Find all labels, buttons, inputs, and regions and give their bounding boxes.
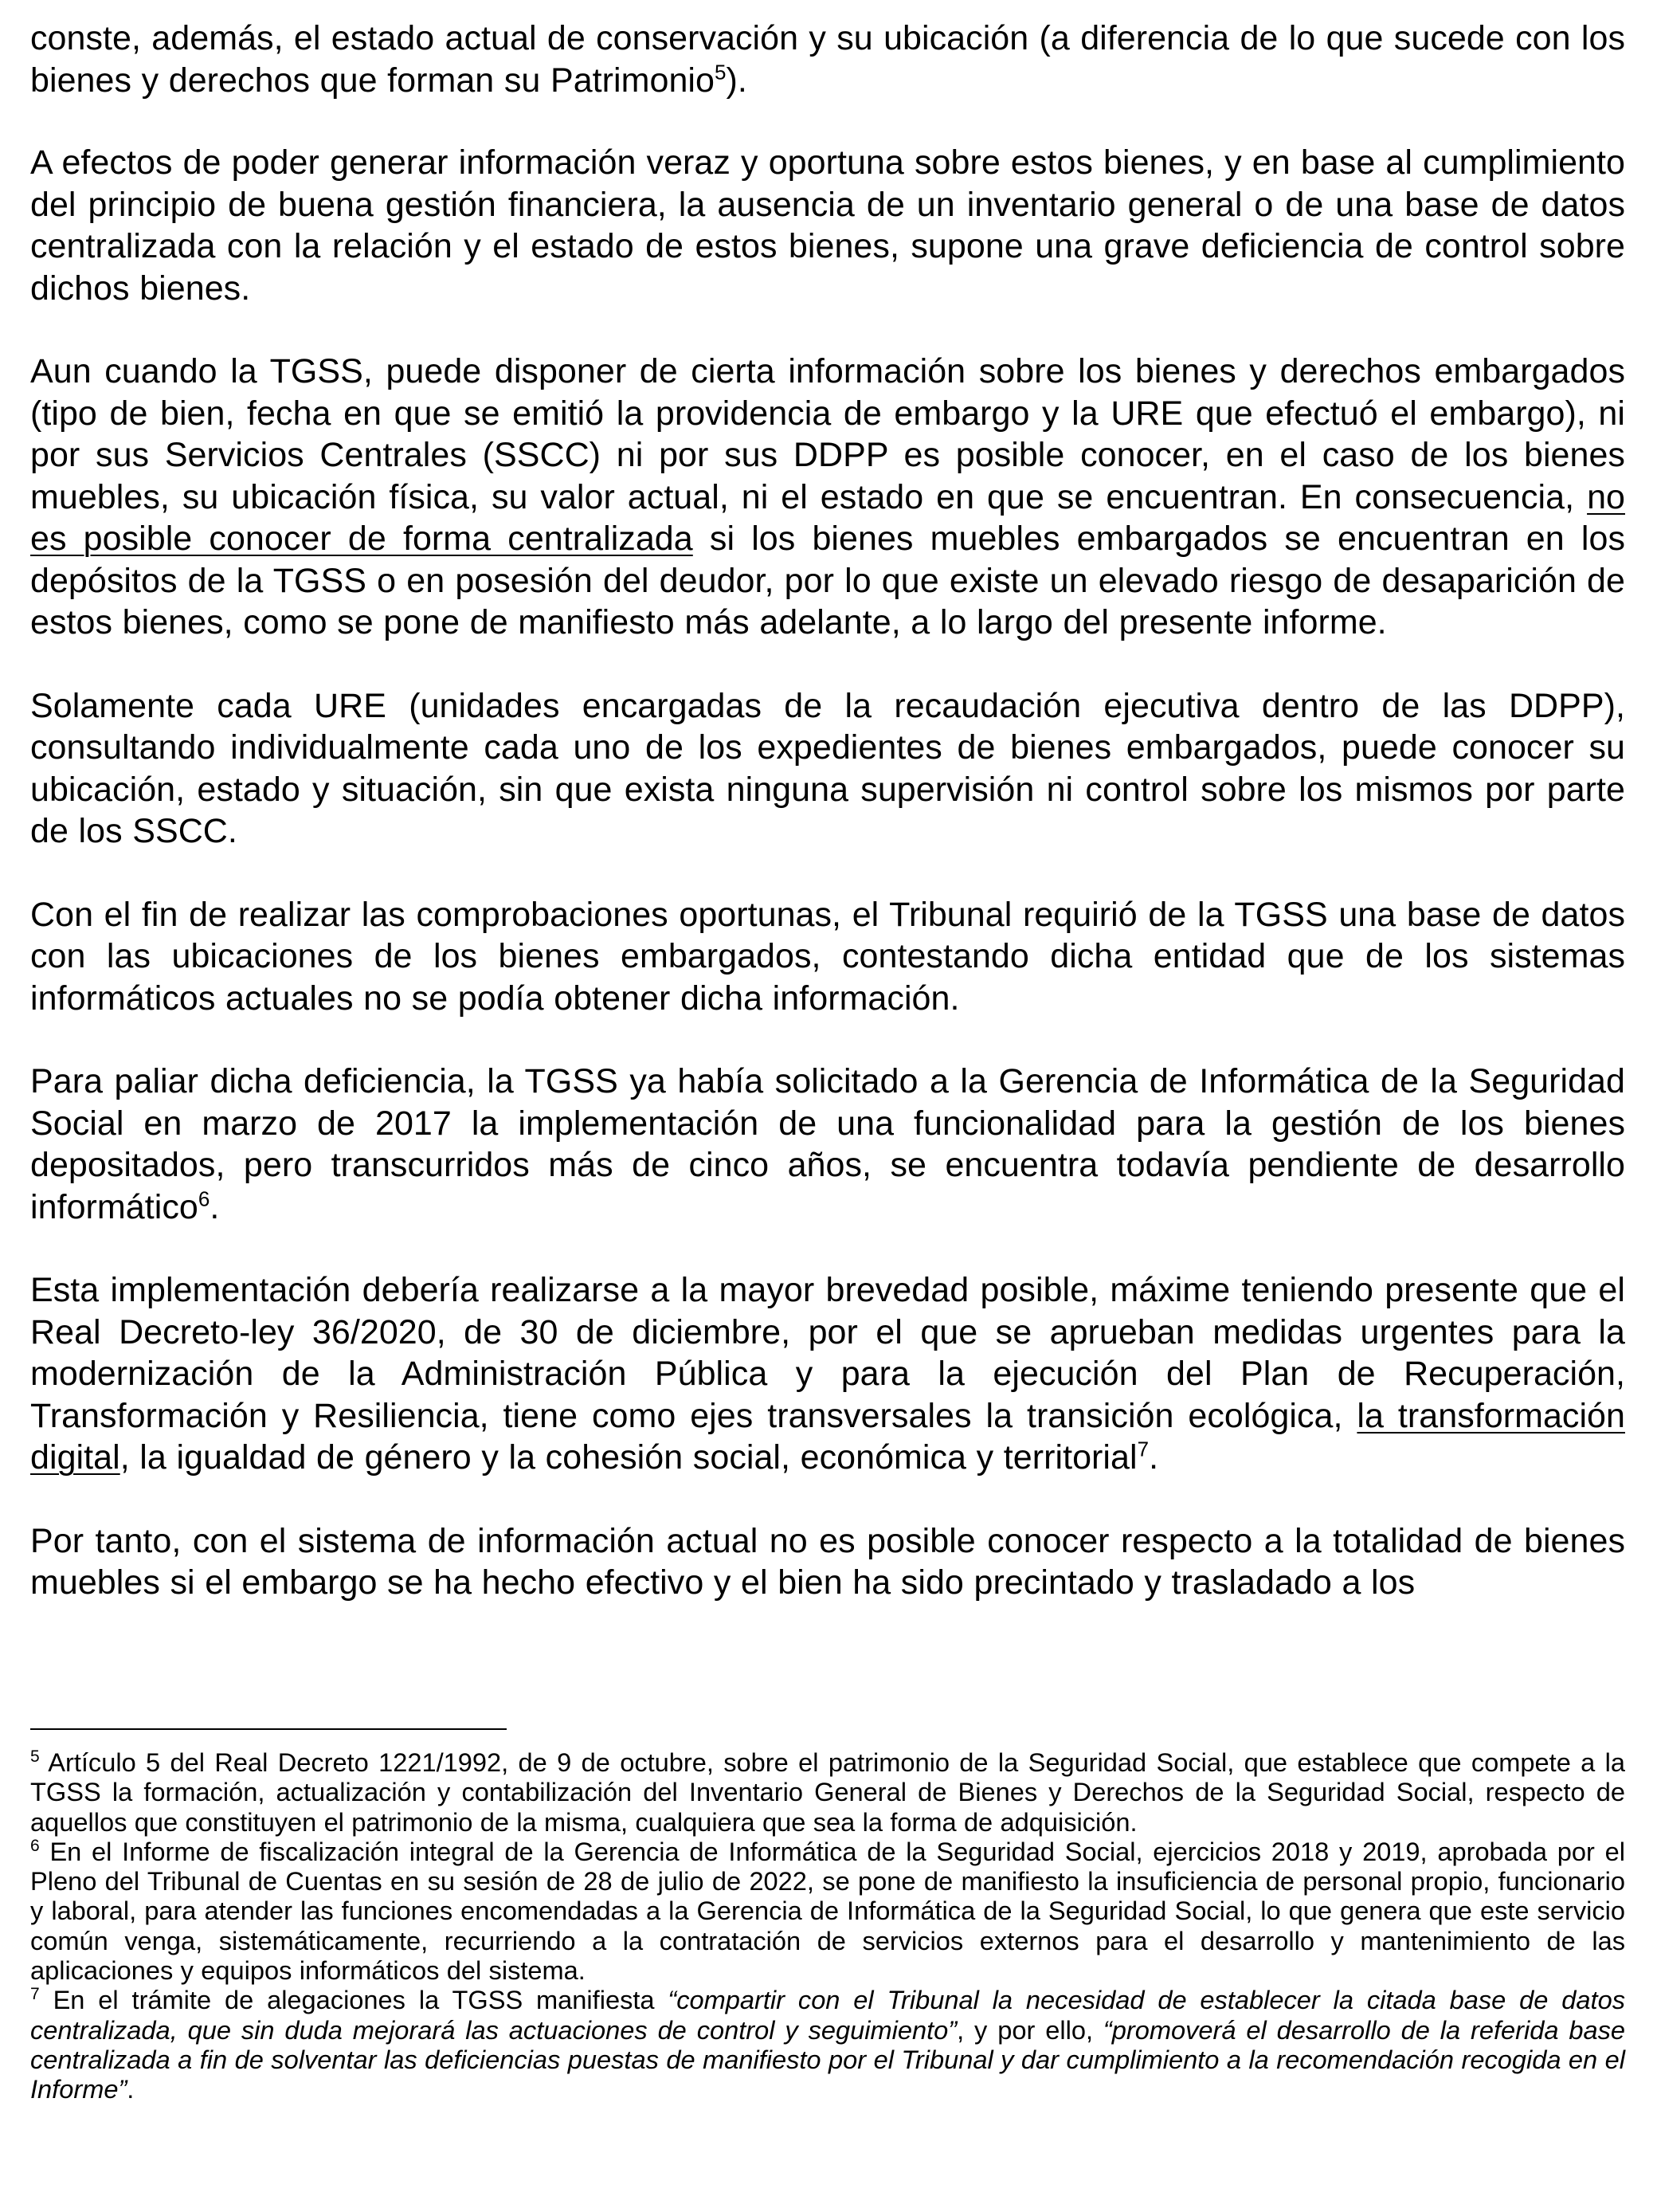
paragraph-8: Por tanto, con el sistema de información actual no es posible conocer respecto a la totalidad de bienes muebles si el embargo se ha hecho efectivo y el bien ha sido precintado y trasladado a los [30, 1521, 1625, 1602]
footnotes [30, 1747, 1625, 2104]
footnote-separator [30, 1728, 507, 1730]
paragraph-7 [30, 1269, 1625, 1479]
document-body [30, 18, 1625, 1604]
footnote-ref-5[interactable]: 5 [715, 60, 727, 84]
footnote-6-text: En el Informe de fiscalización integral de la Gerencia de Informática de la Seguridad Social, ejercicios 2018 y 2019, aprobada por el Pleno del Tribunal de Cuentas en su sesión de 28 de julio de 2022, se pone de manifiesto la insuficiencia de personal propio, funcionario y laboral, para atender las funciones encomendadas a la Gerencia de Informática de la Seguridad Social, lo que genera que este servicio común venga, sistemáticamente, recurriendo a la contratación de servicios externos para el desarrollo y mantenimiento de las aplicaciones y equipos informáticos del sistema. [30, 1836, 1625, 1986]
paragraph-6 [30, 1061, 1625, 1228]
footnote-5 [30, 1747, 1625, 1837]
paragraph-5: Con el fin de realizar las comprobaciones oportunas, el Tribunal requirió de la TGSS una base de datos con las ubicaciones de los bienes embargados, contestando dicha entidad que de los sistemas informáticos actuales no se podía obtener dicha información. [30, 895, 1625, 1018]
paragraph-3-before: Aun cuando la TGSS, puede disponer de cierta información sobre los bienes y derechos embargados (tipo de bien, fecha en que se emitió la providencia de embargo y la URE que efectuó el embargo), ni por sus Servicios Centrales (SSCC) ni por sus DDPP es posible conocer, en el caso de los bienes muebles, su ubicación física, su valor actual, ni el estado en que se encuentran. En consecuencia, [30, 352, 1625, 516]
paragraph-1-text: conste, además, el estado actual de conservación y su ubicación (a diferencia de lo que sucede con los bienes y derechos que forman su Patrimonio [30, 19, 1625, 100]
footnote-ref-7[interactable]: 7 [1137, 1437, 1150, 1461]
paragraph-6-tail: . [210, 1187, 220, 1226]
footnote-7-quote-2: “promoverá el desarrollo de la referida base centralizada a fin de solventar las deficiencias puestas de manifiesto por el Tribunal y dar cumplimiento a la recomendación recogida en el Informe” [30, 2014, 1625, 2104]
underlined-phrase-centralized: no es posible conocer de forma centralizada [30, 477, 1625, 558]
paragraph-3-after: si los bienes muebles embargados se encuentran en los depósitos de la TGSS o en posesión del deudor, por lo que existe un elevado riesgo de desaparición de estos bienes, como se pone de manifiesto más adelante, a lo largo del presente informe. [30, 520, 1625, 641]
footnote-ref-6[interactable]: 6 [198, 1186, 210, 1211]
paragraph-7-after: , la igualdad de género y la cohesión social, económica y territorial [119, 1438, 1138, 1477]
paragraph-4: Solamente cada URE (unidades encargadas de la recaudación ejecutiva dentro de las DDPP), consultando individualmente cada uno de los expedientes de bienes embargados, puede conocer su ubicación, estado y situación, sin que exista ninguna supervisión ni control sobre los mismos por parte de los SSCC. [30, 686, 1625, 850]
paragraph-3 [30, 351, 1625, 644]
paragraph-6-text: Para paliar dicha deficiencia, la TGSS ya había solicitado a la Gerencia de Informática de la Seguridad Social en marzo de 2017 la implementación de una funcionalidad para la gestión de los bienes depositados, pero transcurridos más de cinco años, se encuentra todavía pendiente de desarrollo informático [30, 1062, 1625, 1226]
footnote-7-quote-1: “compartir con el Tribunal la necesidad de establecer la citada base de datos centralizada, que sin duda mejorará las actuaciones de control y seguimiento” [30, 1985, 1625, 2045]
footnote-7-number: 7 [30, 1985, 40, 2004]
paragraph-7-tail: . [1149, 1438, 1159, 1477]
footnote-5-number: 5 [30, 1747, 40, 1767]
paragraph-1-tail: ). [726, 61, 747, 100]
footnote-7 [30, 1985, 1625, 2104]
footnote-7-lead: En el trámite de alegaciones la TGSS manifiesta [39, 1985, 668, 2015]
footnote-6-number: 6 [30, 1837, 40, 1856]
footnote-7-middle: , y por ello, [957, 2014, 1103, 2045]
paragraph-7-before: Esta implementación debería realizarse a la mayor brevedad posible, máxime teniendo presente que el Real Decreto-ley 36/2020, de 30 de diciembre, por el que se aprueban medidas urgentes para la modernización de la Administración Pública y para la ejecución del Plan de Recuperación, Transformación y Resiliencia, tiene como ejes transversales la transición ecológica, [30, 1271, 1625, 1435]
paragraph-1 [30, 18, 1625, 101]
paragraph-2: A efectos de poder generar información veraz y oportuna sobre estos bienes, y en base al cumplimiento del principio de buena gestión financiera, la ausencia de un inventario general o de una base de datos centralizada con la relación y el estado de estos bienes, supone una grave deficiencia de control sobre dichos bienes. [30, 143, 1625, 308]
footnote-7-tail: . [127, 2074, 135, 2104]
footnote-6 [30, 1837, 1625, 1985]
underlined-phrase-digital: la transformación digital [30, 1396, 1625, 1477]
footnote-5-text: Artículo 5 del Real Decreto 1221/1992, de 9 de octubre, sobre el patrimonio de la Seguridad Social, que establece que compete a la TGSS la formación, actualización y contabilización del Inventario General de Bienes y Derechos de la Seguridad Social, respecto de aquellos que constituyen el patrimonio de la misma, cualquiera que sea la forma de adquisición. [30, 1747, 1625, 1837]
